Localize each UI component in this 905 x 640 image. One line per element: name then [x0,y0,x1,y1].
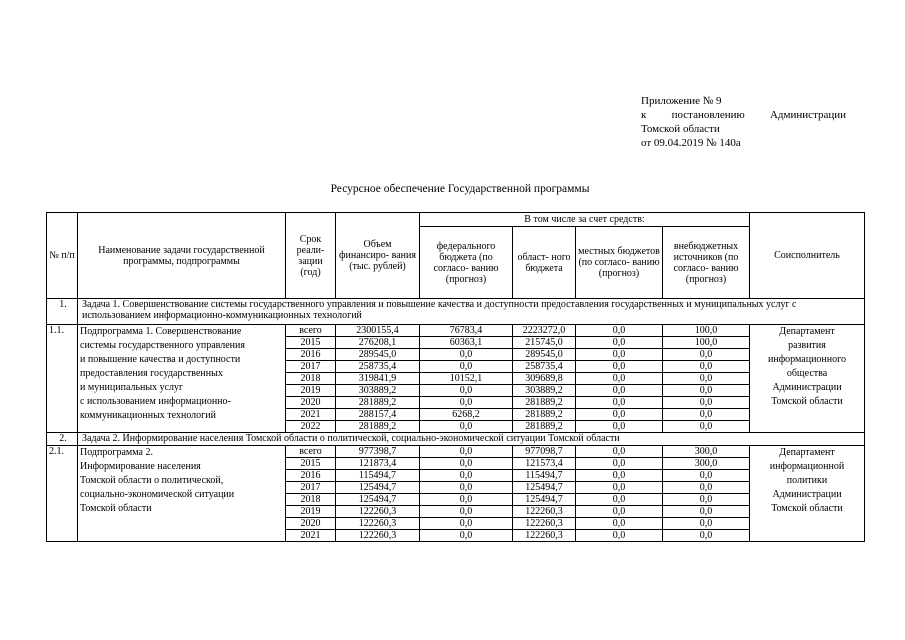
local-cell: 0,0 [576,530,663,542]
annex-word: постановлению [671,109,745,121]
volume-cell: 122260,3 [336,518,420,530]
header-regional: област- ного бюджета [513,227,576,299]
extra-cell: 100,0 [663,337,750,349]
annex-line-2 [641,108,846,122]
regional-cell: 258735,4 [513,361,576,373]
local-cell: 0,0 [576,421,663,433]
subprogram-num: 1.1. [47,325,78,433]
subprogram-num: 2.1. [47,446,78,542]
year-cell: 2020 [286,518,336,530]
extra-cell: 0,0 [663,373,750,385]
subprogram-name-line: Томской области о политической, [80,475,224,486]
volume-cell: 281889,2 [336,421,420,433]
federal-cell: 60363,1 [420,337,513,349]
federal-cell: 0,0 [420,506,513,518]
task-row [47,299,865,325]
subprogram-name-line: с использованием информационно- [80,396,231,407]
resource-table [46,212,865,542]
extra-cell: 300,0 [663,446,750,458]
subprogram-name-line: Подпрограмма 2. [80,447,153,458]
subprogram-name-line: коммуникационных технологий [80,410,216,421]
regional-cell: 977098,7 [513,446,576,458]
regional-cell: 2223272,0 [513,325,576,337]
year-cell: 2020 [286,397,336,409]
volume-cell: 276208,1 [336,337,420,349]
data-row [47,325,865,337]
local-cell: 0,0 [576,506,663,518]
year-cell: 2019 [286,506,336,518]
federal-cell: 10152,1 [420,373,513,385]
volume-cell: 258735,4 [336,361,420,373]
local-cell: 0,0 [576,458,663,470]
volume-cell: 281889,2 [336,397,420,409]
year-cell: 2017 [286,361,336,373]
year-cell: всего [286,446,336,458]
volume-cell: 125494,7 [336,482,420,494]
volume-cell: 122260,3 [336,506,420,518]
extra-cell: 0,0 [663,409,750,421]
local-cell: 0,0 [576,494,663,506]
annex-word: Администрации [769,109,846,121]
local-cell: 0,0 [576,446,663,458]
local-cell: 0,0 [576,397,663,409]
local-cell: 0,0 [576,518,663,530]
extra-cell: 0,0 [663,385,750,397]
coexecutor-line: информационного [768,354,846,365]
federal-cell: 0,0 [420,397,513,409]
coexecutor-line: общества [786,368,828,379]
extra-cell: 0,0 [663,361,750,373]
coexecutor-line: Департамент [779,326,835,337]
subprogram-name-line: Подпрограмма 1. Совершенствование [80,326,242,337]
federal-cell: 0,0 [420,494,513,506]
header-name: Наименование задачи государственной программы, подпрограммы [78,213,286,299]
year-cell: 2016 [286,470,336,482]
coexecutor-line: информационной [769,461,845,472]
regional-cell: 122260,3 [513,530,576,542]
volume-cell: 289545,0 [336,349,420,361]
volume-cell: 2300155,4 [336,325,420,337]
subprogram-name [78,446,286,542]
subprogram-name-line: социально-экономической ситуации [80,489,235,500]
local-cell: 0,0 [576,337,663,349]
local-cell: 0,0 [576,349,663,361]
header-federal: федерального бюджета (по согласо- ванию (прогноз) [420,227,513,299]
header-group: В том числе за счет средств: [420,213,750,227]
extra-cell: 0,0 [663,494,750,506]
annex-line-4: от 09.04.2019 № 140а [641,137,741,149]
regional-cell: 122260,3 [513,506,576,518]
regional-cell: 122260,3 [513,518,576,530]
regional-cell: 281889,2 [513,397,576,409]
federal-cell: 0,0 [420,446,513,458]
regional-cell: 289545,0 [513,349,576,361]
regional-cell: 281889,2 [513,421,576,433]
year-cell: 2015 [286,458,336,470]
extra-cell: 0,0 [663,506,750,518]
federal-cell: 0,0 [420,470,513,482]
year-cell: 2019 [286,385,336,397]
year-cell: 2015 [286,337,336,349]
coexecutor-line: Администрации [772,489,842,500]
header-num: № п/п [47,213,78,299]
extra-cell: 0,0 [663,421,750,433]
federal-cell: 76783,4 [420,325,513,337]
extra-cell: 0,0 [663,397,750,409]
coexecutor-line: политики [786,475,828,486]
local-cell: 0,0 [576,373,663,385]
year-cell: всего [286,325,336,337]
coexecutor-line: Томской области [771,396,843,407]
local-cell: 0,0 [576,482,663,494]
extra-cell: 100,0 [663,325,750,337]
volume-cell: 125494,7 [336,494,420,506]
header-term: Срок реали- зации (год) [286,213,336,299]
coexecutor-line: развития [788,340,826,351]
volume-cell: 121873,4 [336,458,420,470]
year-cell: 2018 [286,494,336,506]
regional-cell: 125494,7 [513,482,576,494]
annex-line-1: Приложение № 9 [641,95,722,107]
coexecutor-cell [750,325,865,433]
subprogram-name-line: предоставления государственных [80,368,223,379]
volume-cell: 977398,7 [336,446,420,458]
volume-cell: 288157,4 [336,409,420,421]
local-cell: 0,0 [576,385,663,397]
volume-cell: 122260,3 [336,530,420,542]
extra-cell: 0,0 [663,482,750,494]
regional-cell: 215745,0 [513,337,576,349]
header-volume: Объем финансиро- вания (тыс. рублей) [336,213,420,299]
federal-cell: 6268,2 [420,409,513,421]
federal-cell: 0,0 [420,482,513,494]
regional-cell: 121573,4 [513,458,576,470]
coexecutor-line: Томской области [771,503,843,514]
extra-cell: 0,0 [663,518,750,530]
subprogram-name-line: и муниципальных услуг [80,382,184,393]
local-cell: 0,0 [576,409,663,421]
federal-cell: 0,0 [420,361,513,373]
federal-cell: 0,0 [420,458,513,470]
volume-cell: 115494,7 [336,470,420,482]
extra-cell: 300,0 [663,458,750,470]
local-cell: 0,0 [576,325,663,337]
year-cell: 2016 [286,349,336,361]
task-text: Задача 2. Информирование населения Томской области о политической, социально-экономической ситуации Томской области [78,433,865,446]
task-row [47,433,865,446]
local-cell: 0,0 [576,361,663,373]
regional-cell: 281889,2 [513,409,576,421]
annex-line-3: Томской области [641,123,720,135]
year-cell: 2018 [286,373,336,385]
task-num: 2. [47,433,78,446]
subprogram-name-line: и повышение качества и доступности [80,354,241,365]
extra-cell: 0,0 [663,470,750,482]
volume-cell: 303889,2 [336,385,420,397]
regional-cell: 115494,7 [513,470,576,482]
federal-cell: 0,0 [420,349,513,361]
local-cell: 0,0 [576,470,663,482]
annex-word: к [641,109,647,121]
subprogram-name-line: Информирование населения [80,461,201,472]
coexecutor-line: Администрации [772,382,842,393]
header-local: местных бюджетов (по согласо- ванию (прогноз) [576,227,663,299]
year-cell: 2022 [286,421,336,433]
task-text: Задача 1. Совершенствование системы государственного управления и повышение качества и доступности предоставления государственных и муниципальных услуг с использованием информационно-коммуникационных технологий [78,299,865,325]
task-num: 1. [47,299,78,325]
federal-cell: 0,0 [420,518,513,530]
regional-cell: 125494,7 [513,494,576,506]
extra-cell: 0,0 [663,349,750,361]
subprogram-name-line: системы государственного управления [80,340,245,351]
header-coexecutor: Соисполнитель [750,213,865,299]
regional-cell: 309689,8 [513,373,576,385]
year-cell: 2021 [286,409,336,421]
header-extra: внебюджетных источников (по согласо- ванию (прогноз) [663,227,750,299]
year-cell: 2021 [286,530,336,542]
federal-cell: 0,0 [420,385,513,397]
year-cell: 2017 [286,482,336,494]
extra-cell: 0,0 [663,530,750,542]
coexecutor-line: Департамент [779,447,835,458]
document-title: Ресурсное обеспечение Государственной программы [330,183,590,195]
subprogram-name-line: Томской области [80,503,152,514]
federal-cell: 0,0 [420,421,513,433]
annex-block [641,94,846,150]
subprogram-name [78,325,286,433]
federal-cell: 0,0 [420,530,513,542]
regional-cell: 303889,2 [513,385,576,397]
volume-cell: 319841,9 [336,373,420,385]
data-row [47,446,865,458]
coexecutor-cell [750,446,865,542]
